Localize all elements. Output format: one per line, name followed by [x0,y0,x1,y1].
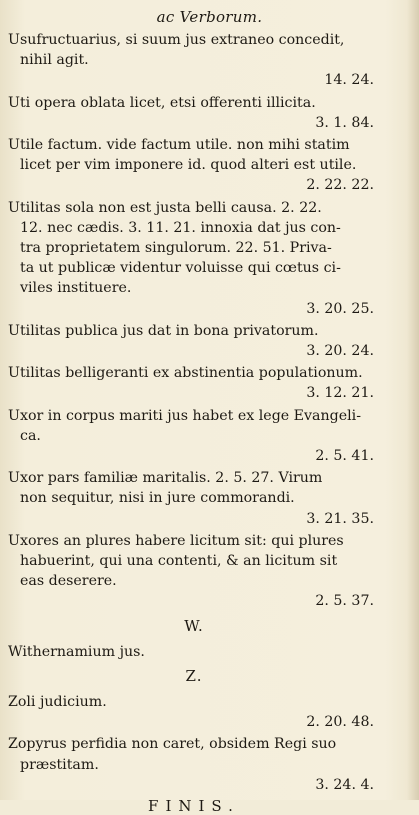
running-header: ac Verborum. [156,8,263,26]
entry-line: nihil agit. [20,52,89,69]
entry-line: tra proprietatem singulorum. 22. 51. Priva- [20,240,332,257]
entry-line: habuerint, qui una contenti, & an licitum sit [20,553,338,570]
entry-line: non sequitur, nisi in jure commorandi. [20,490,295,507]
entry-reference: 2. 5. 41. [315,448,374,465]
entry-line: ta ut publicæ videntur voluisse qui cœtus ci- [20,260,341,277]
entry-line: Zopyrus perfidia non caret, obsidem Regi suo [8,736,337,753]
entry-reference: 2. 20. 48. [306,714,374,731]
index-entry [8,135,380,196]
entry-line: Usufructuarius, si suum jus extraneo concedit, [8,32,345,48]
section-letter-w: W. [184,616,204,635]
entry-reference: 3. 21. 35. [306,510,374,527]
index-entry [8,198,380,319]
entry-reference: 3. 20. 24. [306,343,374,360]
index-entry [8,642,380,662]
index-entries [8,30,380,815]
index-entry [8,692,380,732]
entry-line: 12. nec cædis. 3. 11. 21. innoxia dat jus con- [20,219,341,236]
index-entry [8,468,380,529]
index-entry [8,30,380,91]
entry-reference: 2. 5. 37. [315,593,374,610]
index-entry [8,93,380,133]
index-entry [8,363,380,403]
index-entry [8,734,380,795]
entry-line: Uxor pars familiæ maritalis. 2. 5. 27. Virum [8,470,323,487]
entry-line: ca. [20,427,41,444]
page-fold-shadow [407,0,419,800]
entry-line: præstitam. [20,756,99,773]
entry-line: Zoli judicium. [8,693,107,710]
entries-letter-u [8,30,380,612]
entries-letter-w [8,642,380,662]
entry-line: Uxor in corpus mariti jus habet ex lege Evangeli- [8,407,361,424]
entry-line: Uti opera oblata licet, etsi offerenti illicita. [8,94,316,111]
index-entry [8,406,380,467]
entry-line: Withernamium jus. [8,643,145,660]
index-entry [8,531,380,612]
entries-letter-z [8,692,380,795]
entry-reference: 3. 24. 4. [315,776,374,793]
index-entry [8,321,380,361]
entry-line: viles instituere. [20,280,132,297]
entry-line: eas deserere. [20,573,117,590]
entry-line: Utile factum. vide factum utile. non mihi statim [8,137,350,154]
entry-reference: 14. 24. [324,72,374,89]
entry-reference: 3. 20. 25. [306,300,374,317]
entry-reference: 2. 22. 22. [306,177,374,194]
entry-reference: 3. 12. 21. [306,385,374,402]
entry-line: licet per vim imponere id. quod alteri est utile. [20,157,357,174]
finis-label: FINIS. [148,796,240,815]
entry-line: Utilitas belligeranti ex abstinentia populationum. [8,365,363,382]
entry-line: Uxores an plures habere licitum sit: qui plures [8,532,344,549]
entry-reference: 3. 1. 84. [315,114,374,131]
entry-line: Utilitas sola non est justa belli causa. 2. 22. [8,199,322,216]
section-letter-z: Z. [185,666,203,685]
entry-line: Utilitas publica jus dat in bona privatorum. [8,322,319,339]
